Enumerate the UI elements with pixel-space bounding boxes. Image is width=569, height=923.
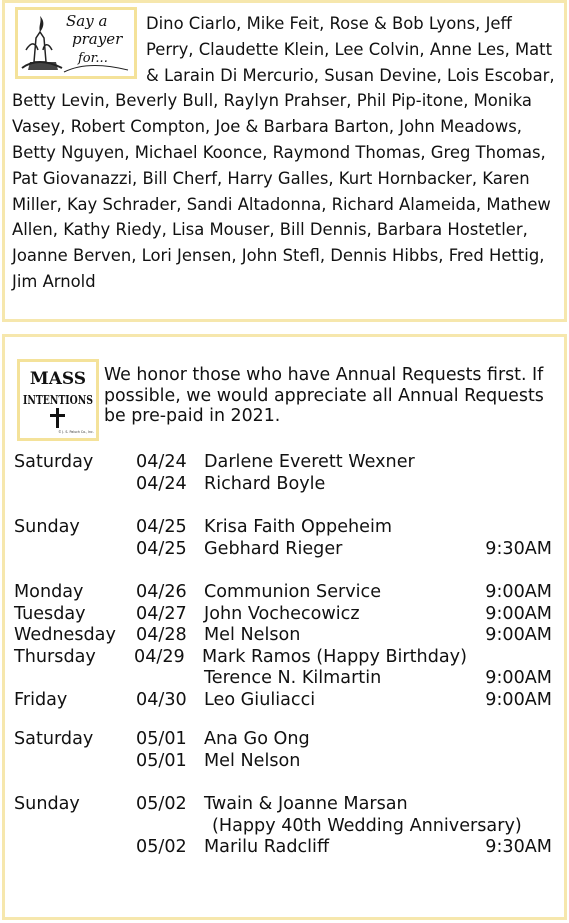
schedule-row bbox=[14, 689, 552, 711]
schedule-day: Monday bbox=[14, 582, 84, 602]
logo-intentions-text: INTENTIONS bbox=[23, 392, 93, 407]
logo-text-line2: prayer bbox=[72, 30, 123, 48]
mass-intentions-section bbox=[2, 334, 567, 920]
schedule-day: Saturday bbox=[14, 452, 94, 472]
schedule-intention: Krisa Faith Oppeheim bbox=[204, 517, 393, 537]
schedule-date: 04/29 bbox=[134, 647, 185, 667]
schedule-row bbox=[14, 750, 552, 772]
schedule-date: 04/26 bbox=[136, 582, 187, 602]
schedule-intention: Mel Nelson bbox=[204, 625, 301, 645]
schedule-intention: Twain & Joanne Marsan bbox=[204, 794, 408, 814]
logo-text-line3: for... bbox=[78, 51, 108, 66]
schedule-intention: Communion Service bbox=[204, 582, 382, 602]
schedule-intention: Marilu Radcliff bbox=[204, 837, 330, 857]
schedule-intention: (Happy 40th Wedding Anniversary) bbox=[212, 816, 522, 836]
schedule-date: 04/24 bbox=[136, 474, 187, 494]
schedule-date: 05/01 bbox=[136, 729, 187, 749]
schedule-day: Sunday bbox=[14, 794, 80, 814]
schedule-date: 04/27 bbox=[136, 604, 187, 624]
schedule-date: 05/01 bbox=[136, 751, 187, 771]
schedule-row bbox=[14, 538, 552, 560]
schedule-time: 9:00AM bbox=[485, 582, 552, 602]
logo-mass-text: MASS bbox=[29, 369, 87, 389]
schedule-intention: Richard Boyle bbox=[204, 474, 326, 494]
schedule-intention: Darlene Everett Wexner bbox=[204, 452, 415, 472]
schedule-row bbox=[14, 667, 552, 689]
prayer-names-paragraph bbox=[12, 11, 557, 295]
cross-icon bbox=[50, 408, 65, 428]
schedule-intention: Terence N. Kilmartin bbox=[204, 668, 382, 688]
mass-intentions-logo bbox=[17, 359, 99, 441]
schedule-intention: Gebhard Rieger bbox=[204, 539, 343, 559]
schedule-time: 9:00AM bbox=[485, 668, 552, 688]
schedule-row bbox=[14, 836, 552, 858]
schedule-time: 9:00AM bbox=[485, 625, 552, 645]
schedule-time: 9:00AM bbox=[485, 690, 552, 710]
logo-text-line1: Say a bbox=[66, 12, 108, 30]
annual-requests-note: We honor those who have Annual Requests first. If possible, we would appreciate all Annual Requests be pre-paid in 2021. bbox=[104, 365, 544, 426]
schedule-date: 04/25 bbox=[136, 539, 187, 559]
schedule-day: Wednesday bbox=[14, 625, 116, 645]
schedule-intention: Ana Go Ong bbox=[204, 729, 310, 749]
schedule-date: 05/02 bbox=[136, 837, 187, 857]
schedule-day: Sunday bbox=[14, 517, 80, 537]
prayer-names-text: Dino Ciarlo, Mike Feit, Rose & Bob Lyons, Jeff Perry, Claudette Klein, Lee Colvin, Anne Les, Matt & Larain Di Mercurio, Susan Devine, Lois Escobar, Betty Levin, Beverly Bull, Raylyn Prahser, Phil Pip-itone, Monika Vasey, Robert Compton, Joe & Barbara Barton, John Meadows, Betty Nguyen, Michael Koonce, Raymond Thomas, Greg Thomas, Pat Giovanazzi, Bill Cherf, Harry Galles, Kurt Hornbacker, Karen Miller, Kay Schrader, Sandi Altadonna, Richard Alameida, Mathew Allen, Kathy Riedy, Lisa Mouser, Bill Dennis, Barbara Hostetler, Joanne Berven, Lori Jensen, John Stefl, Dennis Hibbs, Fred Hettig, Jim Arnold bbox=[12, 14, 555, 291]
schedule-time: 9:00AM bbox=[485, 604, 552, 624]
schedule-day: Saturday bbox=[14, 729, 94, 749]
schedule-row bbox=[14, 815, 552, 837]
schedule-row bbox=[14, 728, 552, 750]
schedule-row bbox=[14, 793, 552, 815]
schedule-date: 04/28 bbox=[136, 625, 187, 645]
schedule-day: Friday bbox=[14, 690, 68, 710]
schedule-intention: Mel Nelson bbox=[204, 751, 301, 771]
schedule-row bbox=[14, 516, 552, 538]
schedule-row bbox=[14, 603, 552, 625]
logo-credit-text: © J. S. Paluch Co., Inc. bbox=[58, 430, 94, 434]
prayer-list-section bbox=[2, 0, 567, 322]
schedule-date: 04/30 bbox=[136, 690, 187, 710]
schedule-time: 9:30AM bbox=[485, 539, 552, 559]
schedule-row bbox=[14, 646, 552, 668]
schedule-time: 9:30AM bbox=[485, 837, 552, 857]
schedule-date: 04/25 bbox=[136, 517, 187, 537]
schedule-date: 05/02 bbox=[136, 794, 187, 814]
schedule-row bbox=[14, 581, 552, 603]
schedule-intention: John Vochecowicz bbox=[204, 604, 360, 624]
schedule-intention: Leo Giuliacci bbox=[204, 690, 316, 710]
schedule-row bbox=[14, 473, 552, 495]
schedule-day: Thursday bbox=[14, 647, 96, 667]
schedule-day: Tuesday bbox=[14, 604, 86, 624]
schedule-row bbox=[14, 624, 552, 646]
schedule-row bbox=[14, 451, 552, 473]
schedule-date: 04/24 bbox=[136, 452, 187, 472]
schedule-intention: Mark Ramos (Happy Birthday) bbox=[202, 647, 467, 667]
